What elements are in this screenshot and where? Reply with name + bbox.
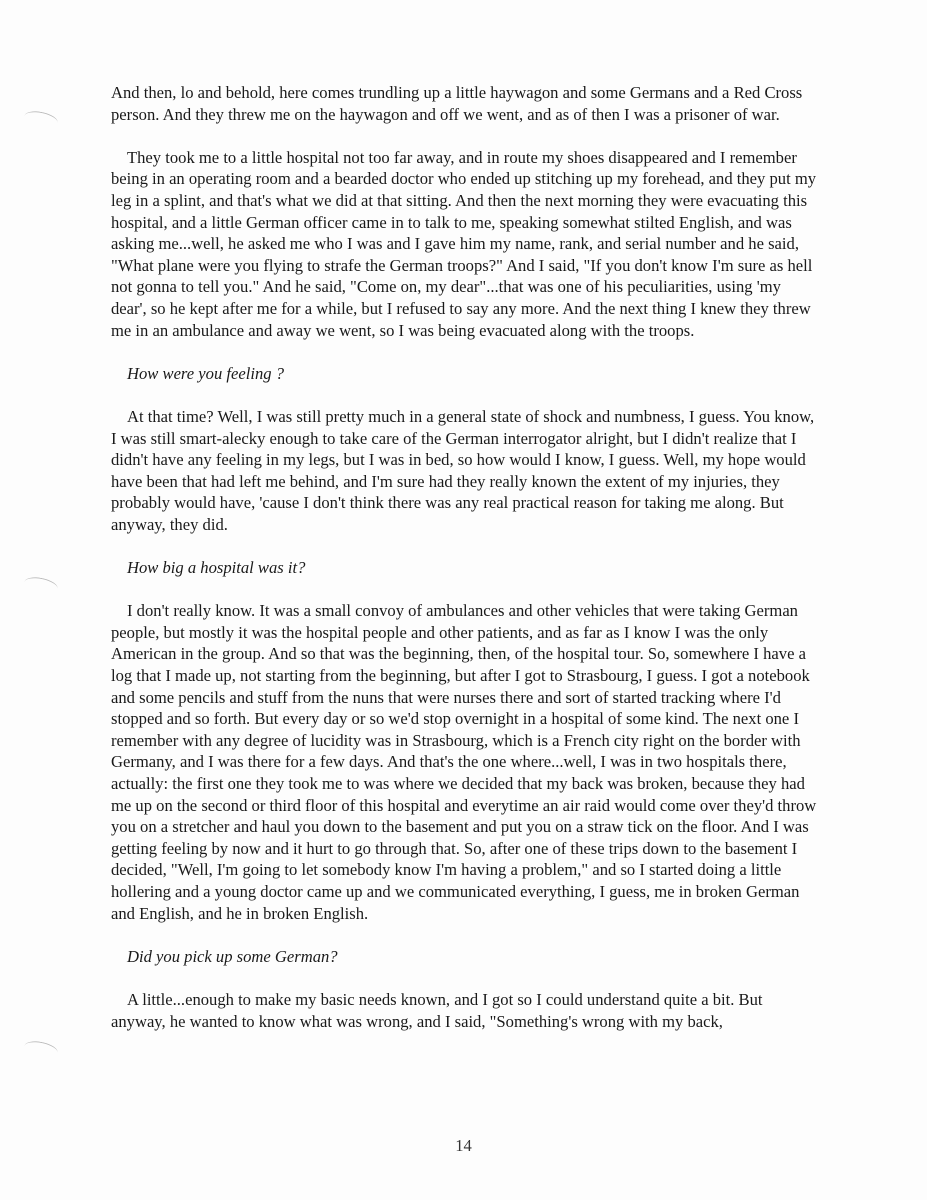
- binder-hole-mark-top: [23, 109, 59, 131]
- interviewer-question: How were you feeling ?: [127, 363, 284, 383]
- binder-hole-mark-bottom: [23, 1039, 59, 1061]
- paragraph: A little...enough to make my basic needs known, and I got so I could understand quite a bit. But anyway, he wanted to know what was wrong, and I said, "Something's wrong with my back,: [111, 989, 763, 1031]
- interviewer-question: Did you pick up some German?: [127, 946, 338, 966]
- paragraph: They took me to a little hospital not too far away, and in route my shoes disappeared and I remember being in an operating room and a bearded doctor who ended up stitching up my forehead, and they put my leg in a splint, and that's what we did at that sitting. And then the next morning they were evacuating this hospital, and a little German officer came in to talk to me, speaking somewhat stilted English, and was asking me...well, he asked me who I was and I gave him my name, rank, and serial number and he said, "What plane were you flying to strafe the German troops?" And I said, "If you don't know I'm sure as hell not gonna to tell you." And he said, "Come on, my dear"...that was one of his peculiarities, using 'my dear', so he kept after me for a while, but I refused to say any more. And the next thing I knew they threw me in an ambulance and away we went, so I was being evacuated along with the troops.: [111, 147, 817, 340]
- paragraph: At that time? Well, I was still pretty much in a general state of shock and numbness, I guess. You know, I was still smart-alecky enough to take care of the German interrogator alright, but I didn't realize that I didn't have any feeling in my legs, but I was in bed, so how would I know, I guess. Well, my hope would have been that had left me behind, and I'm sure had they really known the extent of my injuries, they probably would have, 'cause I don't think there was any real practical reason for taking me along. But anyway, they did.: [111, 406, 815, 534]
- transcript-body: [111, 82, 819, 1054]
- paragraph: And then, lo and behold, here comes trundling up a little haywagon and some Germans and a Red Cross person. And they threw me on the haywagon and off we went, and as of then I was a prisoner of war.: [111, 83, 803, 124]
- binder-hole-mark-middle: [23, 575, 59, 597]
- interviewer-question: How big a hospital was it?: [127, 558, 306, 578]
- paragraph: I don't really know. It was a small convoy of ambulances and other vehicles that were taking German people, but mostly it was the hospital people and other patients, and as far as I know I was the only American in the group. And so that was the beginning, then, of the hospital tour. So, somewhere I have a log that I made up, not starting from the beginning, but after I got to Strasbourg, I guess. I got a notebook and some pencils and stuff from the nuns that were nurses there and sort of started tracking where I'd stopped and so forth. But every day or so we'd stop overnight in a hospital of some kind. The next one I remember with any degree of lucidity was in Strasbourg, which is a French city right on the border with Germany, and I was there for a few days. And that's the one where...well, I was in two hospitals there, actually: the first one they took me to was where we decided that my back was broken, because they had me up on the second or third floor of this hospital and everytime an air raid would come over they'd throw you on a stretcher and haul you down to the basement and put you on a straw tick on the floor. And I was getting feeling by now and it hurt to go through that. So, after one of these trips down to the basement I decided, "Well, I'm going to let somebody know I'm having a problem," and so I started doing a little hollering and a young doctor came up and we communicated everything, I guess, me in broken German and English, and he in broken English.: [111, 601, 817, 923]
- page-number: 14: [455, 1136, 472, 1155]
